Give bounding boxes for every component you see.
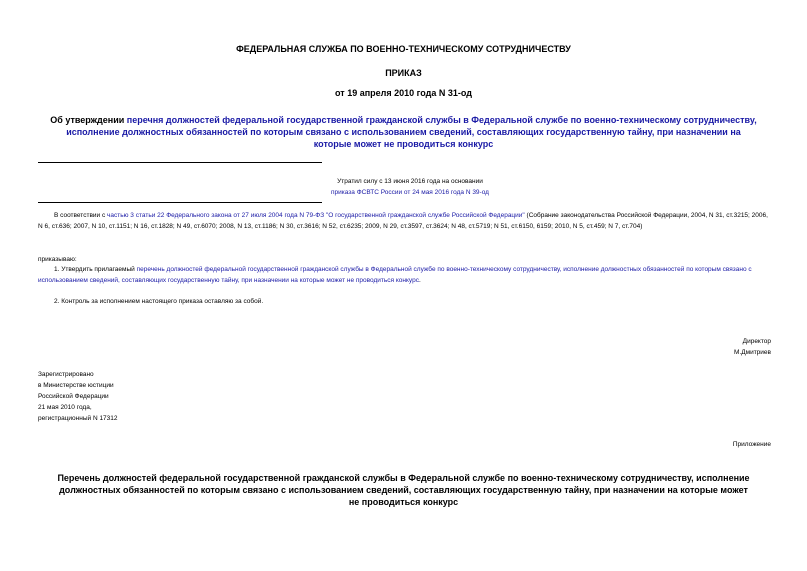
repeal-status-text: Утратил силу с 13 июня 2016 года на основании <box>337 178 483 185</box>
repeal-status <box>300 176 520 198</box>
registration-line: регистрационный N 17312 <box>38 415 118 422</box>
title-link[interactable]: перечня должностей федеральной государственной гражданской службы в Федеральной службе по военно-техническому сотрудничеству, исполнение должностных обязанностей по которым связано с использованием сведений, составляющих государственную тайну, при назначении на которые может не проводиться конкурс <box>66 115 757 149</box>
document-title <box>50 114 757 150</box>
item-1-paragraph <box>38 264 768 286</box>
repeal-status-link[interactable]: приказа ФСВТС России от 24 мая 2016 года N 39-од <box>331 189 489 196</box>
preamble-paragraph <box>38 210 768 232</box>
registration-line: Российской Федерации <box>38 393 109 400</box>
appendix-label: Приложение <box>732 441 771 448</box>
title-prefix: Об утверждении <box>50 115 127 125</box>
preamble-law-link[interactable]: частью 3 статьи 22 Федерального закона от 27 июля 2004 года N 79-ФЗ "О государственной гражданской службе Российской Федерации" <box>107 212 525 219</box>
divider-bottom <box>38 202 322 203</box>
date-number-heading: от 19 апреля 2010 года N 31-од <box>335 88 472 98</box>
signature-block <box>734 336 771 358</box>
registration-line: Зарегистрировано <box>38 371 94 378</box>
doc-type-heading: ПРИКАЗ <box>385 68 422 78</box>
signature-name: М.Дмитриев <box>733 349 771 356</box>
order-word: приказываю: <box>38 256 77 263</box>
item-1-prefix: 1. Утвердить прилагаемый <box>54 266 137 273</box>
item-2-paragraph: 2. Контроль за исполнением настоящего приказа оставляю за собой. <box>54 298 264 305</box>
item-1-suffix: . <box>418 277 421 284</box>
appendix-title: Перечень должностей федеральной государственной гражданской службы в Федеральной службе по военно-техническому сотрудничеству, исполнение должностных обязанностей по которым связано с использованием сведений, составляющих государственную тайну, при назначении на которые может не проводиться конкурс <box>57 473 750 507</box>
signature-position: Директор <box>742 338 771 345</box>
registration-line: в Министерстве юстиции <box>38 382 114 389</box>
registration-line: 21 мая 2010 года, <box>38 404 92 411</box>
divider-top <box>38 162 322 163</box>
agency-heading: ФЕДЕРАЛЬНАЯ СЛУЖБА ПО ВОЕННО-ТЕХНИЧЕСКОМУ СОТРУДНИЧЕСТВУ <box>236 44 571 54</box>
item-1-link[interactable]: перечень должностей федеральной государственной гражданской службы в Федеральной службе по военно-техническому сотрудничеству, исполнение должностных обязанностей по которым связано с использованием сведений, составляющих государственную тайну, при назначении на которые может не проводиться конкурс <box>38 266 752 284</box>
registration-block <box>38 369 118 424</box>
preamble-suffix: (Собрание законодательства Российской Федерации, 2004, N 31, ст.3215; 2006, N 6, ст.636; 2007, N 10, ст.1151; N 16, ст.1828; N 49, ст.6070; 2008, N 13, ст.1186; N 30, ст.3616; N 52, ст.6235; 2009, N 29, ст.3597, ст.3624; N 48, ст.5719; N 51, ст.6150, 6159; 2010, N 5, ст.459; N 7, ст.704) <box>38 212 768 230</box>
preamble-prefix: В соответствии с <box>54 212 108 219</box>
